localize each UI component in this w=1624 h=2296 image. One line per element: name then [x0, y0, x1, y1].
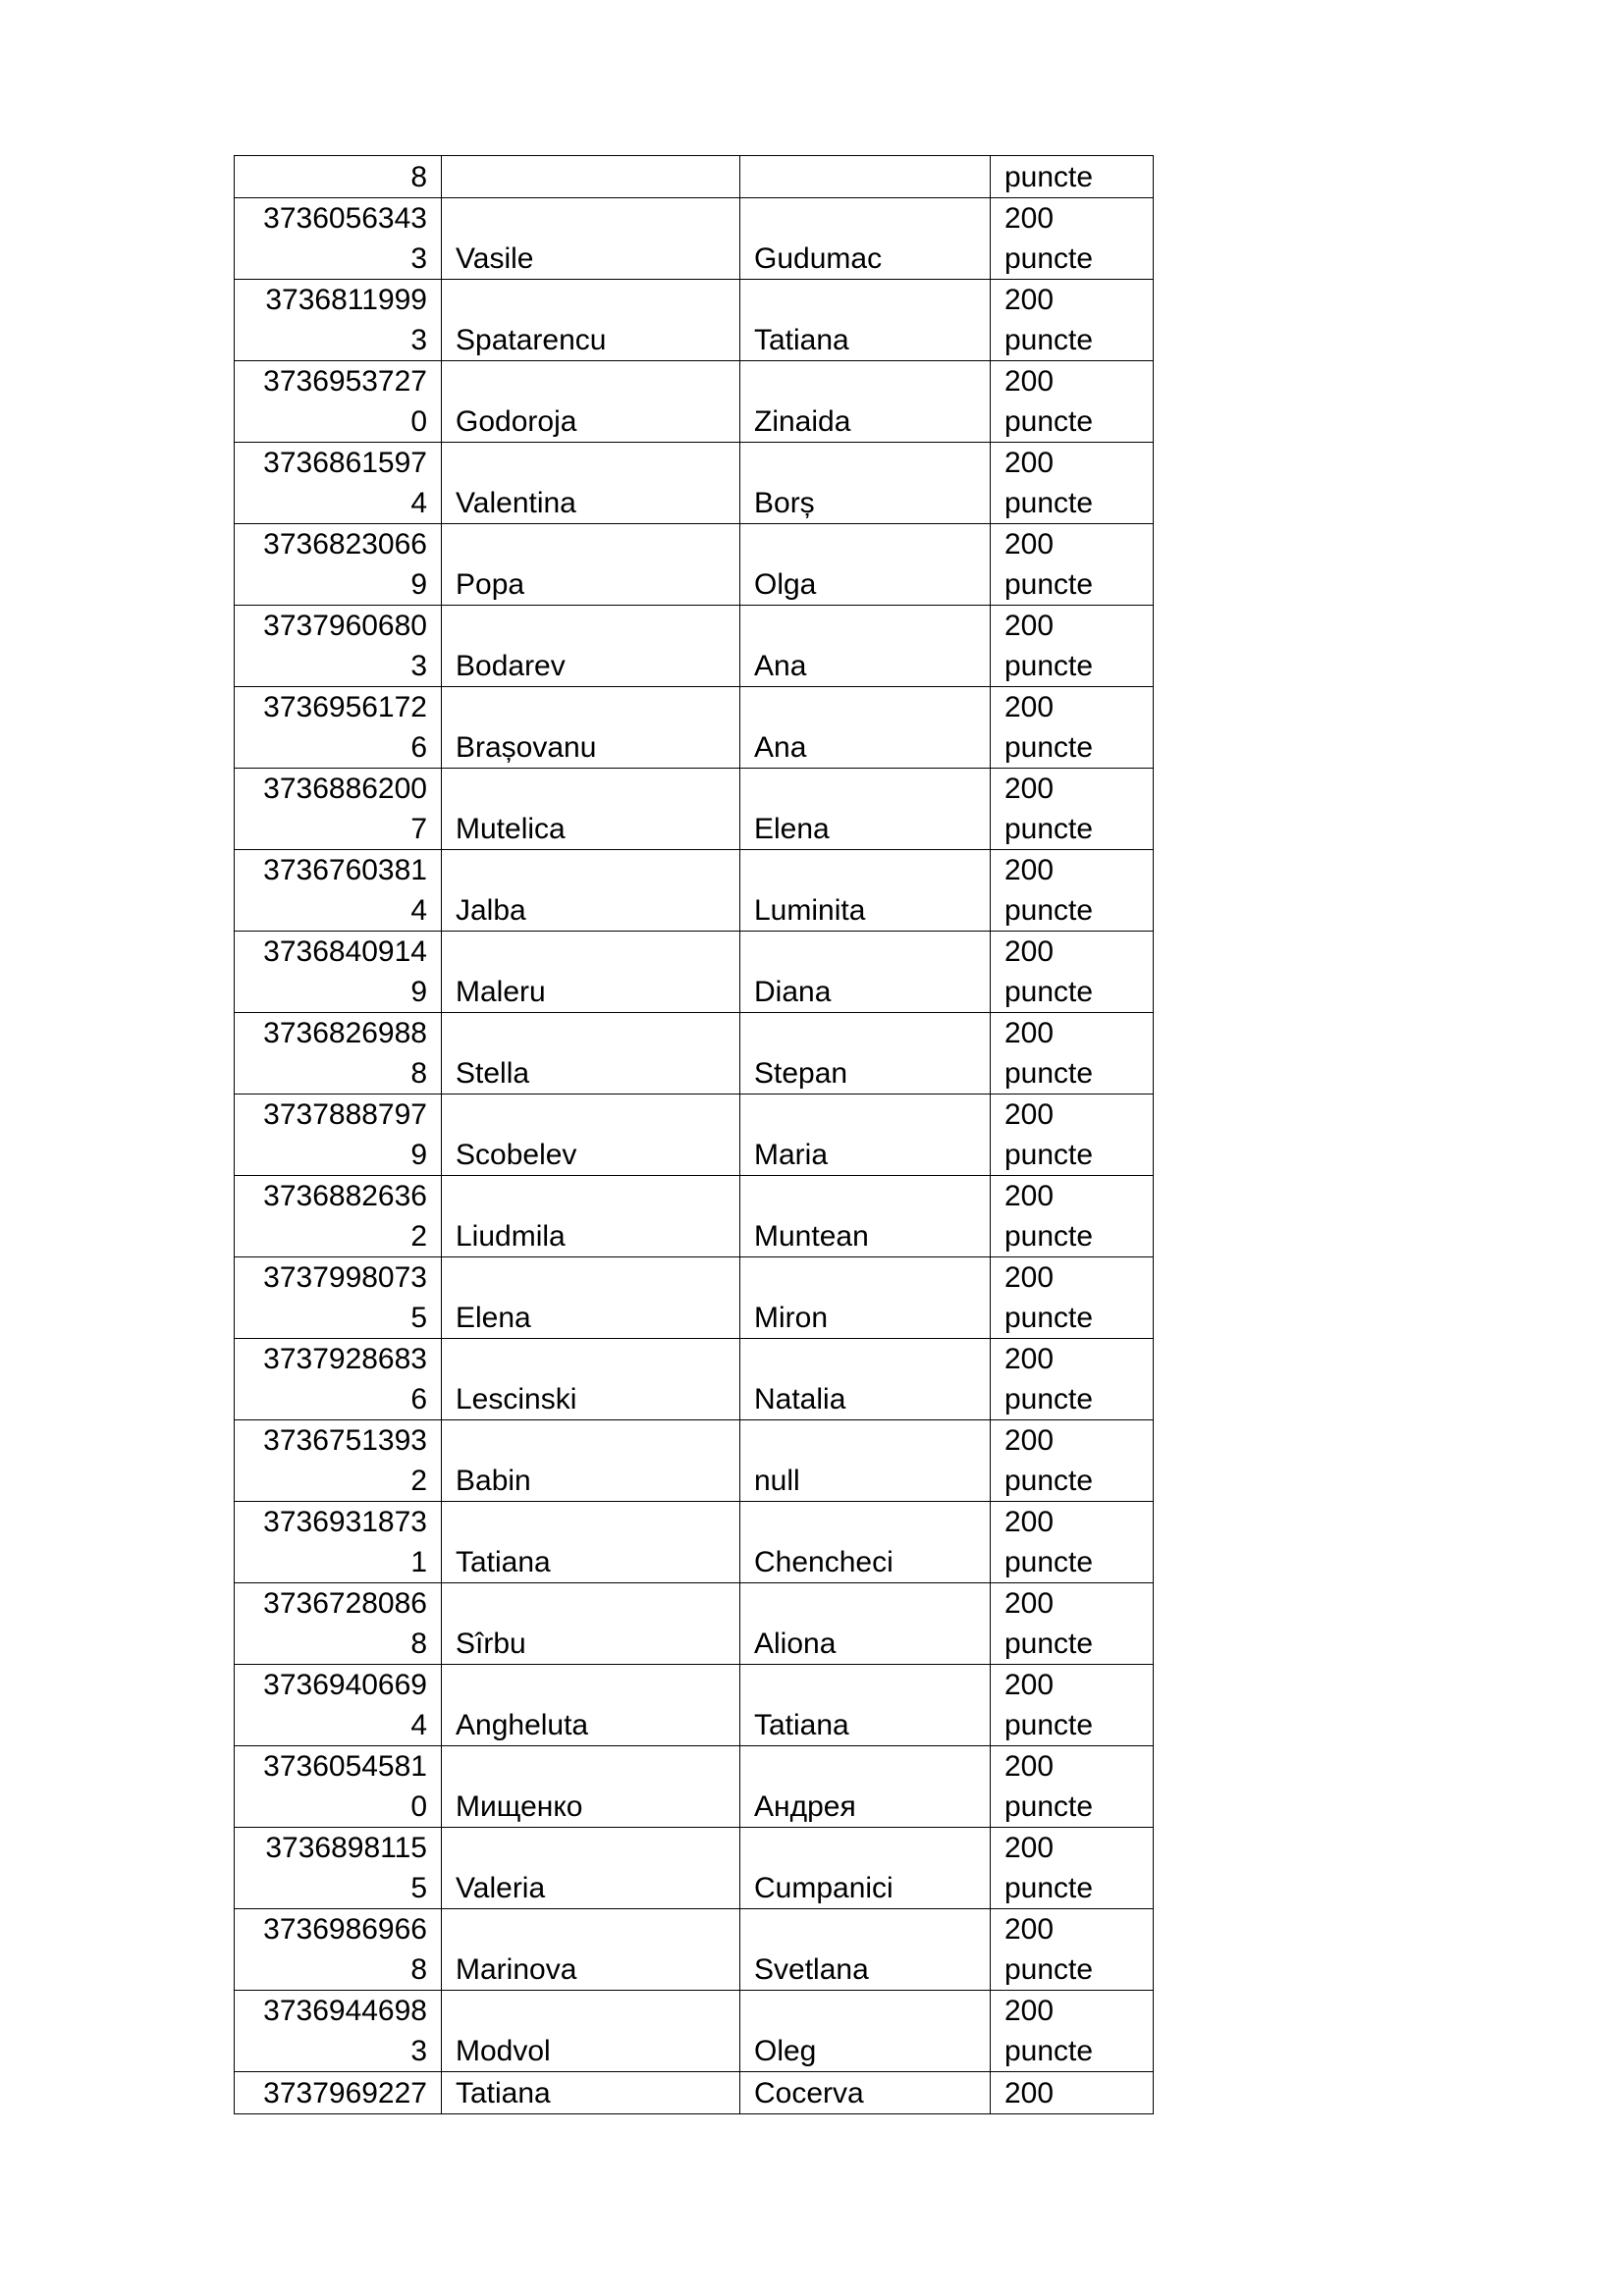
phone-number-part: 3737928683	[263, 1343, 427, 1375]
table-row	[235, 1095, 1154, 1176]
phone-cell	[235, 361, 442, 443]
prize-cell	[991, 1257, 1154, 1339]
table-row	[235, 524, 1154, 606]
first-name-cell: Jalba	[442, 850, 740, 932]
last-name-cell: Maria	[740, 1095, 991, 1176]
prize-text-part: 200	[1004, 1913, 1055, 1946]
table-row	[235, 443, 1154, 524]
prize-text-part: puncte	[1004, 1709, 1094, 1741]
phone-number-part: 5	[410, 1872, 427, 1904]
last-name-cell: Elena	[740, 769, 991, 850]
first-name-cell: Popa	[442, 524, 740, 606]
phone-number-part: 3736882636	[263, 1180, 427, 1212]
prize-text-part: puncte	[1004, 1057, 1094, 1090]
prize-cell	[991, 361, 1154, 443]
phone-cell	[235, 850, 442, 932]
phone-number-part: 3736944698	[263, 1995, 427, 2027]
prize-text-part: 200	[1004, 528, 1055, 561]
prize-text-part: puncte	[1004, 650, 1094, 682]
prize-text-part: puncte	[1004, 1302, 1094, 1334]
phone-number-part: 9	[410, 976, 427, 1008]
prize-text-part: 200	[1004, 1587, 1055, 1620]
prize-text-part: 200	[1004, 854, 1055, 886]
prize-text-part: 200	[1004, 1832, 1055, 1864]
prize-cell	[991, 280, 1154, 361]
prize-cell	[991, 198, 1154, 280]
phone-cell	[235, 769, 442, 850]
prize-cell	[991, 687, 1154, 769]
phone-number-part: 3736826988	[263, 1017, 427, 1049]
prize-text-part: 200	[1004, 1995, 1055, 2027]
last-name-cell: Ana	[740, 606, 991, 687]
last-name-cell: Stepan	[740, 1013, 991, 1095]
prize-text-part: 200	[1004, 1180, 1055, 1212]
last-name-cell: Cumpanici	[740, 1828, 991, 1909]
table-row	[235, 1013, 1154, 1095]
last-name-cell: Olga	[740, 524, 991, 606]
last-name-cell: Zinaida	[740, 361, 991, 443]
phone-cell	[235, 1665, 442, 1746]
prize-text-part: 200	[1004, 365, 1055, 398]
phone-number-part: 3736751393	[263, 1424, 427, 1457]
first-name-cell: Maleru	[442, 932, 740, 1013]
phone-cell	[235, 1991, 442, 2072]
last-name-cell: Miron	[740, 1257, 991, 1339]
phone-number-part: 3	[410, 242, 427, 275]
phone-number-part: 7	[410, 813, 427, 845]
phone-number-part: 5	[410, 1302, 427, 1334]
prize-text-part: puncte	[1004, 1546, 1094, 1578]
winners-table	[234, 155, 1154, 2114]
table-row	[235, 850, 1154, 932]
phone-number-part: 4	[410, 894, 427, 927]
prize-cell	[991, 850, 1154, 932]
phone-number-part: 3737960680	[263, 610, 427, 642]
phone-number-part: 2	[410, 1220, 427, 1253]
prize-text-part: 200	[1004, 935, 1055, 968]
table-row	[235, 1420, 1154, 1502]
first-name-cell: Stella	[442, 1013, 740, 1095]
phone-number-part: 1	[410, 1546, 427, 1578]
prize-text-part: 200	[1004, 1424, 1055, 1457]
phone-number-part: 3	[410, 324, 427, 356]
table-row	[235, 280, 1154, 361]
phone-number-part: 3736953727	[263, 365, 427, 398]
phone-number-part: 3736986966	[263, 1913, 427, 1946]
prize-text-part: puncte	[1004, 161, 1094, 193]
prize-text-part: 200	[1004, 1017, 1055, 1049]
phone-number-part: 8	[410, 1628, 427, 1660]
phone-cell	[235, 1176, 442, 1257]
first-name-cell: Valentina	[442, 443, 740, 524]
prize-text-part: puncte	[1004, 976, 1094, 1008]
prize-text-part: puncte	[1004, 1465, 1094, 1497]
first-name-cell: Mutelica	[442, 769, 740, 850]
first-name-cell: Sîrbu	[442, 1583, 740, 1665]
phone-number-part: 3737969227	[263, 2077, 427, 2109]
phone-number-part: 0	[410, 1790, 427, 1823]
last-name-cell: Chencheci	[740, 1502, 991, 1583]
phone-number-part: 3736811999	[265, 284, 427, 316]
prize-text-part: 200	[1004, 1343, 1055, 1375]
phone-number-part: 3736728086	[263, 1587, 427, 1620]
last-name-cell: Oleg	[740, 1991, 991, 2072]
phone-cell	[235, 687, 442, 769]
table-row	[235, 769, 1154, 850]
table-row	[235, 1176, 1154, 1257]
table-row	[235, 1991, 1154, 2072]
prize-text-part: puncte	[1004, 1872, 1094, 1904]
prize-cell	[991, 156, 1154, 198]
phone-number-part: 0	[410, 405, 427, 438]
phone-cell	[235, 443, 442, 524]
prize-text-part: 200	[1004, 2077, 1055, 2109]
phone-cell	[235, 156, 442, 198]
first-name-cell: Tatiana	[442, 2072, 740, 2114]
phone-number-part: 3737998073	[263, 1261, 427, 1294]
table-row	[235, 1746, 1154, 1828]
first-name-cell: Angheluta	[442, 1665, 740, 1746]
phone-number-part: 3736054581	[263, 1750, 427, 1783]
prize-cell	[991, 2072, 1154, 2114]
last-name-cell: Borș	[740, 443, 991, 524]
prize-cell	[991, 524, 1154, 606]
first-name-cell: Godoroja	[442, 361, 740, 443]
first-name-cell: Lescinski	[442, 1339, 740, 1420]
prize-cell	[991, 1909, 1154, 1991]
prize-text-part: puncte	[1004, 1383, 1094, 1415]
prize-cell	[991, 1339, 1154, 1420]
prize-text-part: puncte	[1004, 1139, 1094, 1171]
prize-cell	[991, 1665, 1154, 1746]
table-row	[235, 606, 1154, 687]
prize-text-part: puncte	[1004, 487, 1094, 519]
first-name-cell: Elena	[442, 1257, 740, 1339]
last-name-cell: Luminita	[740, 850, 991, 932]
prize-text-part: puncte	[1004, 1790, 1094, 1823]
phone-number-part: 3737888797	[263, 1098, 427, 1131]
prize-text-part: 200	[1004, 1750, 1055, 1783]
phone-cell	[235, 198, 442, 280]
prize-text-part: puncte	[1004, 813, 1094, 845]
phone-number-part: 3736760381	[263, 854, 427, 886]
prize-text-part: puncte	[1004, 1628, 1094, 1660]
table-row	[235, 1665, 1154, 1746]
phone-number-part: 8	[410, 161, 427, 193]
prize-text-part: 200	[1004, 610, 1055, 642]
prize-cell	[991, 1176, 1154, 1257]
prize-text-part: puncte	[1004, 1220, 1094, 1253]
prize-cell	[991, 1095, 1154, 1176]
prize-text-part: puncte	[1004, 405, 1094, 438]
first-name-cell: Scobelev	[442, 1095, 740, 1176]
winners-table-body	[235, 156, 1154, 2114]
prize-cell	[991, 769, 1154, 850]
last-name-cell: Андрея	[740, 1746, 991, 1828]
prize-cell	[991, 1828, 1154, 1909]
phone-cell	[235, 524, 442, 606]
phone-number-part: 3736056343	[263, 202, 427, 235]
phone-cell	[235, 932, 442, 1013]
first-name-cell: Spatarencu	[442, 280, 740, 361]
phone-number-part: 8	[410, 1057, 427, 1090]
last-name-cell: Svetlana	[740, 1909, 991, 1991]
last-name-cell: Diana	[740, 932, 991, 1013]
phone-cell	[235, 1583, 442, 1665]
prize-cell	[991, 1420, 1154, 1502]
phone-cell	[235, 1339, 442, 1420]
table-row	[235, 932, 1154, 1013]
prize-cell	[991, 1013, 1154, 1095]
phone-number-part: 3	[410, 650, 427, 682]
table-row	[235, 1583, 1154, 1665]
table-row	[235, 361, 1154, 443]
prize-text-part: puncte	[1004, 2035, 1094, 2067]
prize-text-part: 200	[1004, 1261, 1055, 1294]
table-row	[235, 1339, 1154, 1420]
prize-cell	[991, 932, 1154, 1013]
first-name-cell: Marinova	[442, 1909, 740, 1991]
prize-text-part: puncte	[1004, 894, 1094, 927]
phone-number-part: 3736823066	[263, 528, 427, 561]
table-row	[235, 1909, 1154, 1991]
phone-number-part: 9	[410, 568, 427, 601]
prize-text-part: 200	[1004, 202, 1055, 235]
table-row	[235, 2072, 1154, 2114]
phone-number-part: 3736898115	[265, 1832, 427, 1864]
first-name-cell: Valeria	[442, 1828, 740, 1909]
phone-cell	[235, 1828, 442, 1909]
prize-text-part: 200	[1004, 691, 1055, 723]
phone-number-part: 2	[410, 1465, 427, 1497]
prize-text-part: 200	[1004, 284, 1055, 316]
first-name-cell	[442, 156, 740, 198]
table-row	[235, 1828, 1154, 1909]
phone-number-part: 8	[410, 1953, 427, 1986]
first-name-cell: Liudmila	[442, 1176, 740, 1257]
phone-cell	[235, 2072, 442, 2114]
prize-text-part: 200	[1004, 1098, 1055, 1131]
phone-cell	[235, 1257, 442, 1339]
phone-cell	[235, 1420, 442, 1502]
phone-number-part: 4	[410, 487, 427, 519]
phone-number-part: 6	[410, 731, 427, 764]
first-name-cell: Vasile	[442, 198, 740, 280]
last-name-cell: Cocerva	[740, 2072, 991, 2114]
table-row	[235, 1257, 1154, 1339]
first-name-cell: Tatiana	[442, 1502, 740, 1583]
phone-number-part: 3736956172	[263, 691, 427, 723]
prize-text-part: puncte	[1004, 568, 1094, 601]
prize-text-part: 200	[1004, 1669, 1055, 1701]
prize-cell	[991, 1502, 1154, 1583]
phone-number-part: 9	[410, 1139, 427, 1171]
phone-cell	[235, 1909, 442, 1991]
phone-number-part: 3736840914	[263, 935, 427, 968]
table-row	[235, 1502, 1154, 1583]
prize-cell	[991, 1746, 1154, 1828]
prize-text-part: 200	[1004, 447, 1055, 479]
last-name-cell: Ana	[740, 687, 991, 769]
last-name-cell: Tatiana	[740, 280, 991, 361]
table-row	[235, 687, 1154, 769]
table-row	[235, 198, 1154, 280]
first-name-cell: Мищенко	[442, 1746, 740, 1828]
phone-number-part: 3736940669	[263, 1669, 427, 1701]
prize-text-part: puncte	[1004, 1953, 1094, 1986]
phone-number-part: 3736861597	[263, 447, 427, 479]
phone-cell	[235, 280, 442, 361]
last-name-cell: Natalia	[740, 1339, 991, 1420]
prize-text-part: puncte	[1004, 731, 1094, 764]
prize-text-part: 200	[1004, 1506, 1055, 1538]
prize-cell	[991, 1991, 1154, 2072]
last-name-cell: Gudumac	[740, 198, 991, 280]
phone-number-part: 6	[410, 1383, 427, 1415]
prize-cell	[991, 443, 1154, 524]
prize-text-part: 200	[1004, 773, 1055, 805]
phone-cell	[235, 1013, 442, 1095]
phone-number-part: 4	[410, 1709, 427, 1741]
phone-number-part: 3736886200	[263, 773, 427, 805]
prize-text-part: puncte	[1004, 242, 1094, 275]
first-name-cell: Bodarev	[442, 606, 740, 687]
last-name-cell: null	[740, 1420, 991, 1502]
last-name-cell	[740, 156, 991, 198]
last-name-cell: Aliona	[740, 1583, 991, 1665]
phone-cell	[235, 606, 442, 687]
first-name-cell: Modvol	[442, 1991, 740, 2072]
first-name-cell: Babin	[442, 1420, 740, 1502]
last-name-cell: Muntean	[740, 1176, 991, 1257]
first-name-cell: Brașovanu	[442, 687, 740, 769]
phone-cell	[235, 1502, 442, 1583]
prize-text-part: puncte	[1004, 324, 1094, 356]
prize-cell	[991, 1583, 1154, 1665]
last-name-cell: Tatiana	[740, 1665, 991, 1746]
phone-cell	[235, 1746, 442, 1828]
prize-cell	[991, 606, 1154, 687]
phone-number-part: 3	[410, 2035, 427, 2067]
phone-number-part: 3736931873	[263, 1506, 427, 1538]
phone-cell	[235, 1095, 442, 1176]
table-row	[235, 156, 1154, 198]
